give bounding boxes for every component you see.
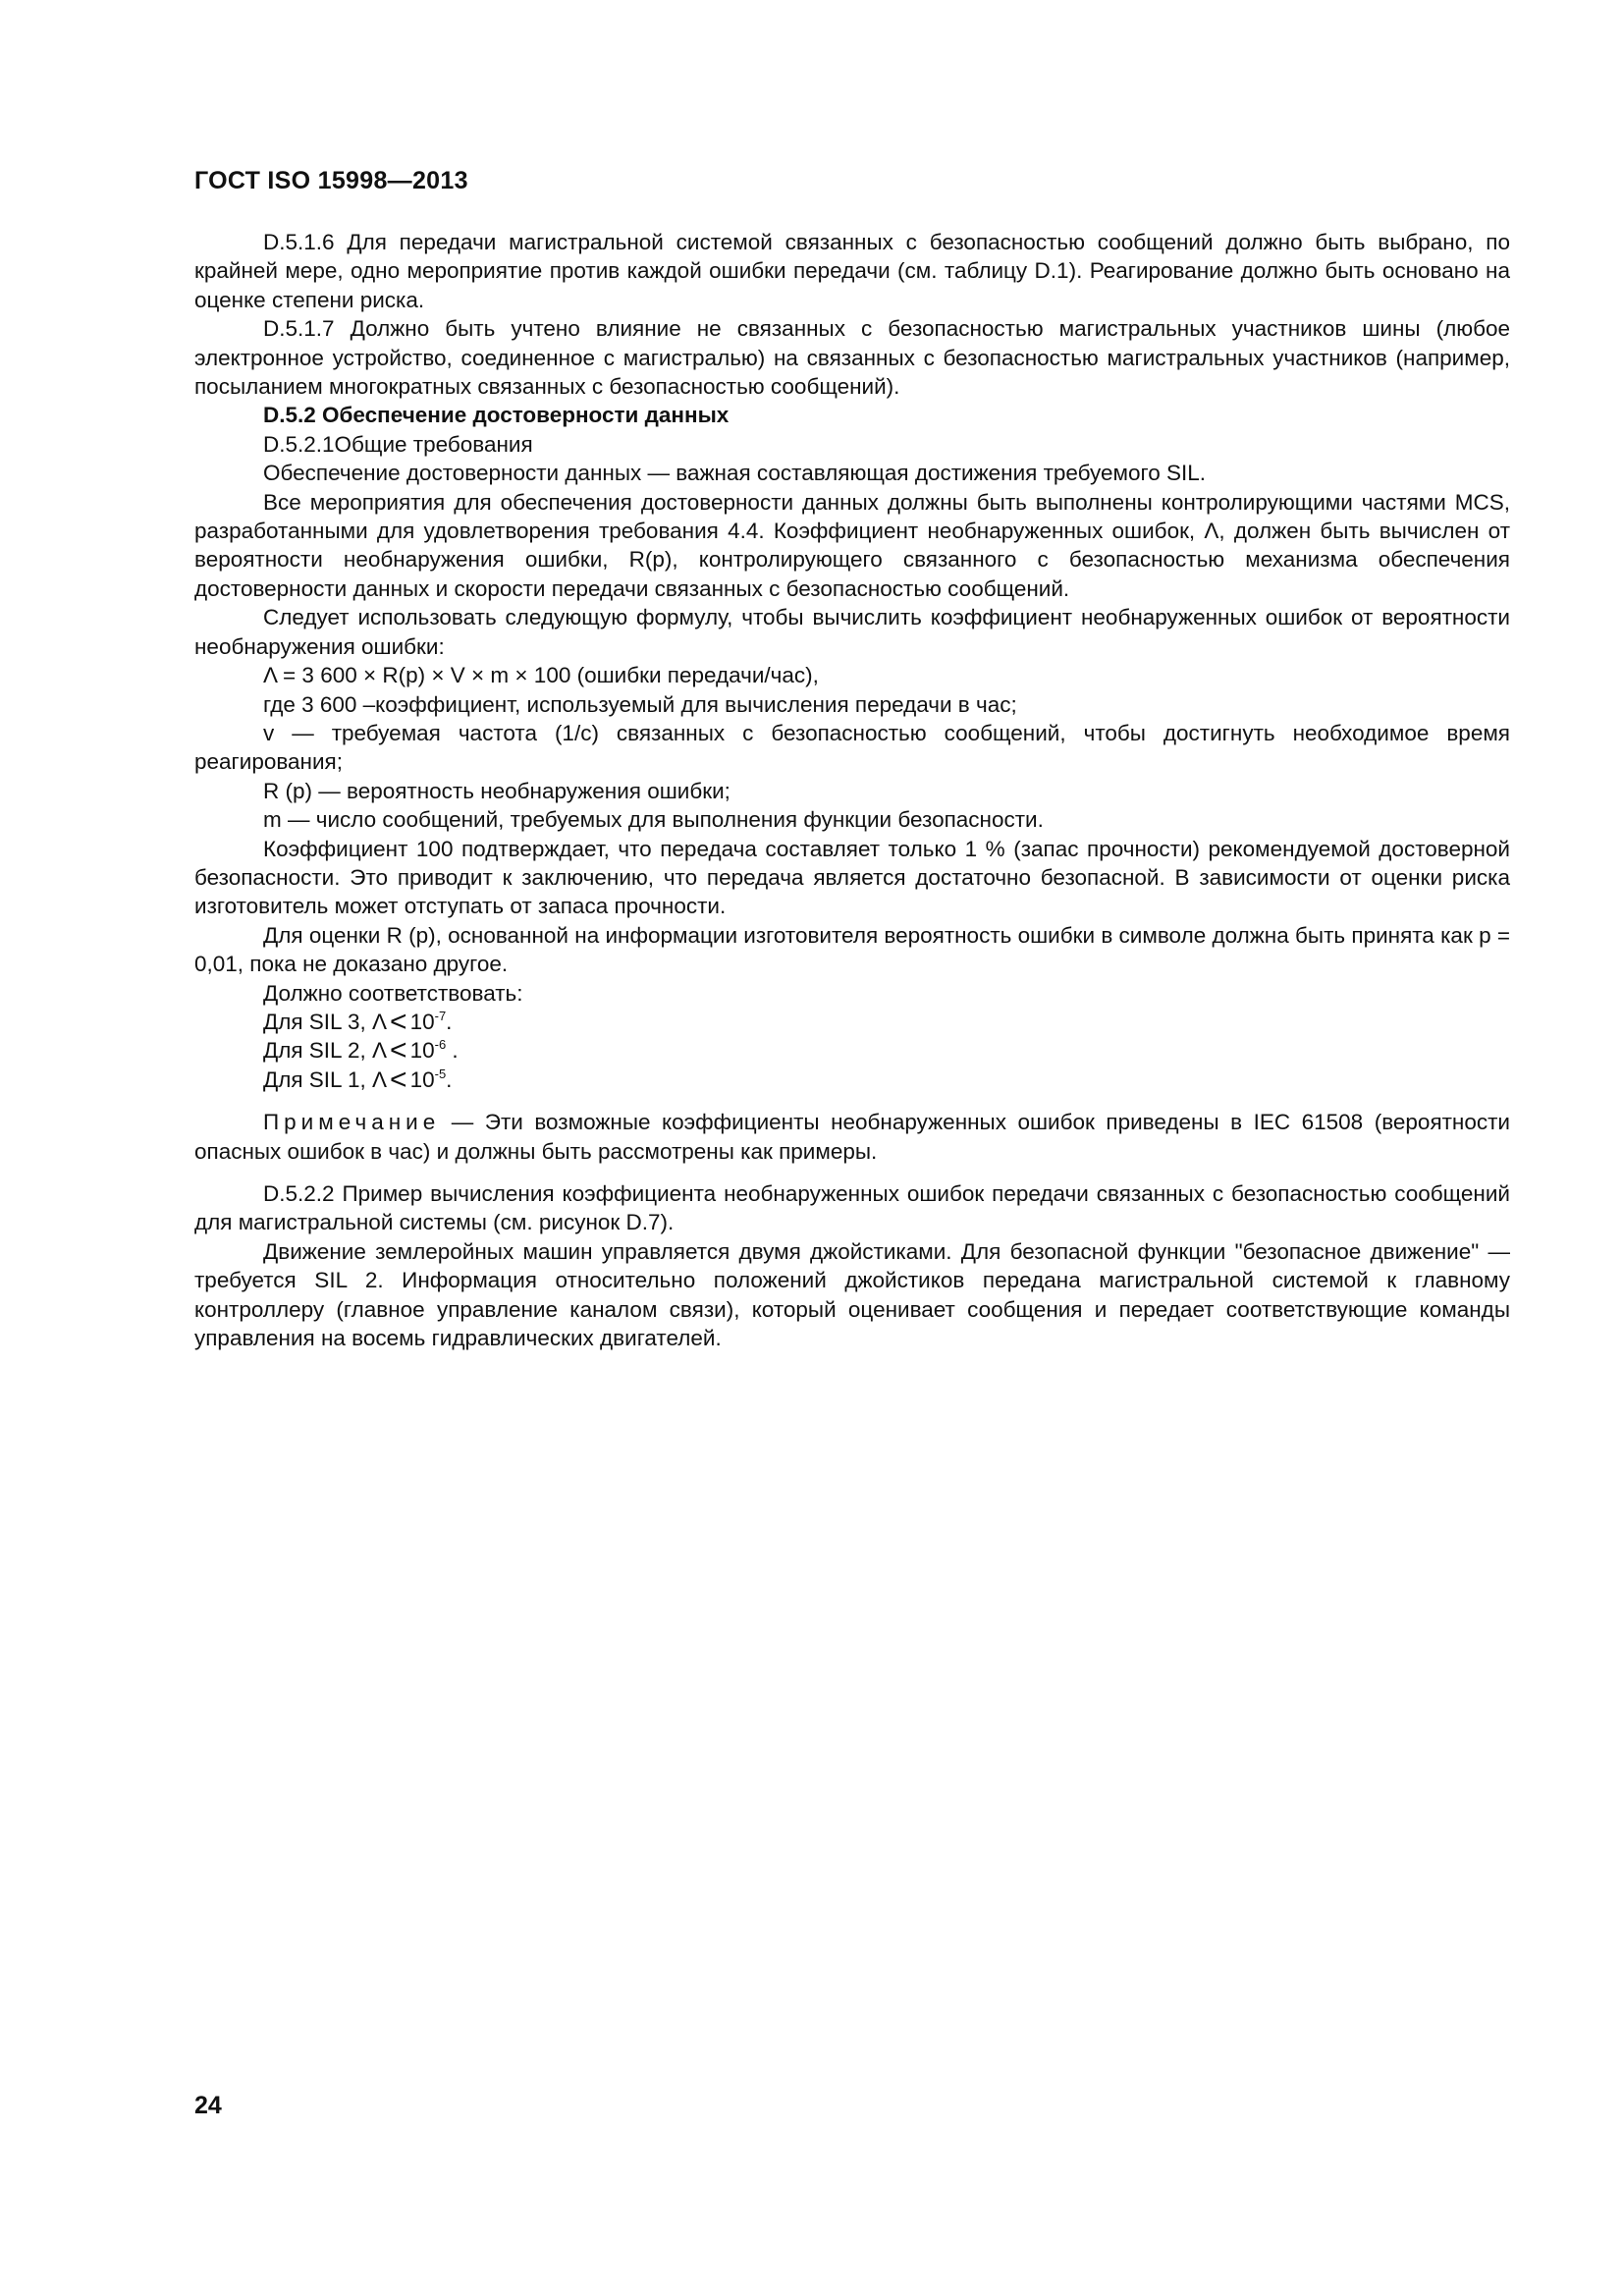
- formula-where-4: m — число сообщений, требуемых для выполнения функции безопасности.: [263, 807, 1044, 833]
- formula: Λ = 3 600 × R(p) × V × m × 100 (ошибки передачи/час),: [263, 663, 819, 688]
- paragraph-estimation: Для оценки R (p), основанной на информации изготовителя вероятность ошибки в символе должна быть принята как p = 0,01, пока не доказано другое.: [194, 922, 1510, 977]
- note: [194, 1108, 1510, 1166]
- paragraph-formula-intro: Следует использовать следующую формулу, чтобы вычислить коэффициент необнаруженных ошибок от вероятности необнаружения ошибки:: [194, 605, 1510, 659]
- sil-line-1: Для SIL 1, $\Lambda < 10^{-5}$.: [263, 1063, 453, 1096]
- page-number: 24: [194, 2092, 222, 2119]
- note-label: Примечание: [263, 1110, 441, 1135]
- paragraph-d522: D.5.2.2 Пример вычисления коэффициента необнаруженных ошибок передачи связанных с безопасностью сообщений для магистральной системы (см. рисунок D.7).: [194, 1181, 1510, 1235]
- paragraph-compliance: Должно соответствовать:: [263, 980, 523, 1006]
- formula-where-1: где 3 600 –коэффициент, используемый для вычисления передачи в час;: [263, 691, 1017, 717]
- formula-where-2: v — требуемая частота (1/с) связанных с безопасностью сообщений, чтобы достигнуть необходимое время реагирования;: [194, 720, 1510, 775]
- paragraph-intro: Обеспечение достоверности данных — важная составляющая достижения требуемого SIL.: [263, 461, 1207, 486]
- subsection-heading-d521: D.5.2.1Общие требования: [263, 431, 533, 457]
- paragraph-coefficient: Коэффициент 100 подтверждает, что передача составляет только 1 % (запас прочности) рекомендуемой достоверной безопасности. Это приводит к заключению, что передача является достаточно безопасной. В зависимости от оценки риска изготовитель может отступать от запаса прочности.: [194, 836, 1510, 919]
- document-body: [194, 228, 1510, 1352]
- paragraph-d516: D.5.1.6 Для передачи магистральной системой связанных с безопасностью сообщений должно быть выбрано, по крайней мере, одно мероприятие против каждой ошибки передачи (см. таблицу D.1). Реагирование должно быть основано на оценке степени риска.: [194, 230, 1510, 312]
- document-header: ГОСТ ISO 15998—2013: [194, 167, 468, 194]
- note-text: — Эти возможные коэффициенты необнаруженных ошибок приведены в IEC 61508 (вероятности опасных ошибок в час) и должны быть рассмотрены как примеры.: [194, 1110, 1510, 1164]
- paragraph-d517: D.5.1.7 Должно быть учтено влияние не связанных с безопасностью магистральных участников шины (любое электронное устройство, соединенное с магистралью) на связанных с безопасностью магистральных участников (например, посыланием многократных связанных с безопасностью сообщений).: [194, 316, 1510, 400]
- paragraph-measures: Все мероприятия для обеспечения достоверности данных должны быть выполнены контролирующими частями MCS, разработанными для удовлетворения требования 4.4. Коэффициент необнаруженных ошибок, Λ, должен быть вычислен от вероятности необнаружения ошибки, R(p), контролирующего связанного с безопасностью механизма обеспечения достоверности данных и скорости передачи связанных с безопасностью сообщений.: [194, 489, 1510, 601]
- paragraph-example: Движение землеройных машин управляется двумя джойстиками. Для безопасной функции "безопасное движение" — требуется SIL 2. Информация относительно положений джойстиков передана магистральной системой к главному контроллеру (главное управление каналом связи), который оценивает сообщения и передает соответствующие команды управления на восемь гидравлических двигателей.: [194, 1238, 1510, 1351]
- section-heading-d52: D.5.2 Обеспечение достоверности данных: [263, 403, 730, 428]
- sil-line-2: Для SIL 2, $\Lambda < 10^{-6}$ .: [263, 1034, 459, 1067]
- formula-where-3: R (p) — вероятность необнаружения ошибки;: [263, 778, 730, 803]
- sil-line-3: Для SIL 3, $\Lambda < 10^{-7}$.: [263, 1005, 453, 1038]
